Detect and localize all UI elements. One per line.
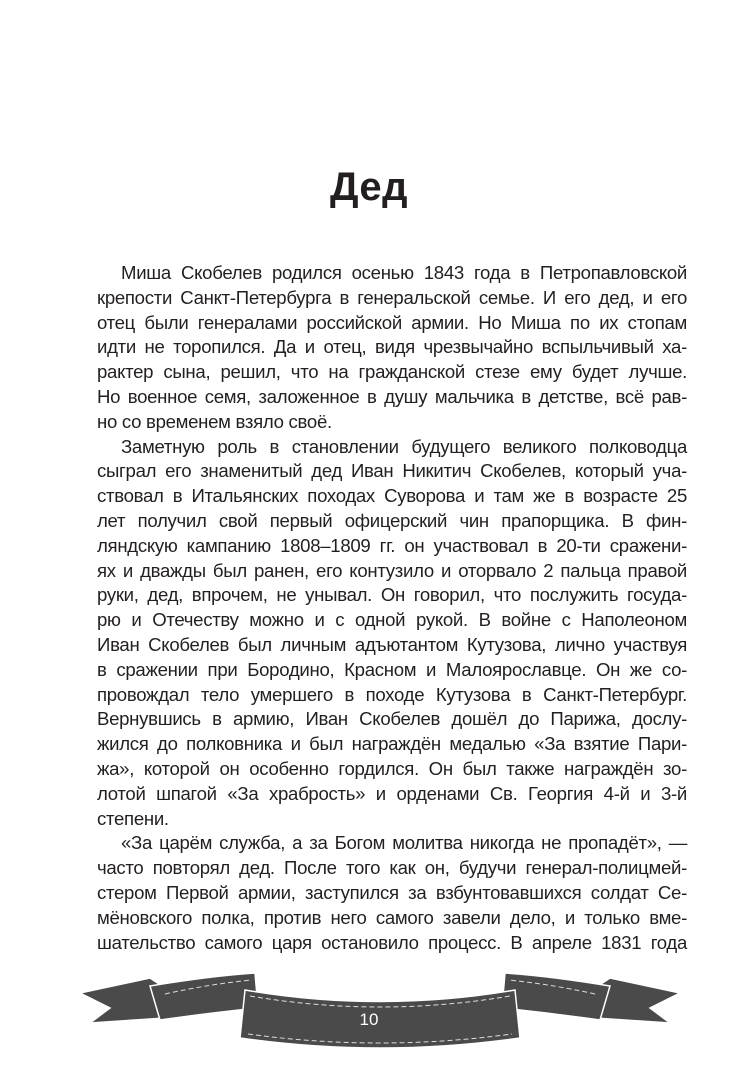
text-line: стером Первой армии, заступился за взбунтовавшихся солдат Се- (97, 881, 687, 903)
text-line: Но военное семя, заложенное в душу мальчика в детстве, всё рав- (97, 385, 687, 407)
text-line: сыграл его знаменитый дед Иван Никитич Скобелев, который уча- (97, 460, 687, 482)
text-line: шательство самого царя остановило процесс. В апреле 1831 года (97, 931, 687, 953)
text-line: но со временем взяло своё. (97, 410, 332, 432)
text-line: в сражении при Бородино, Красном и Малоярославце. Он же со- (97, 658, 687, 680)
text-line: часто повторял дед. После того как он, будучи генерал-полицмей- (97, 857, 687, 879)
text-line: жился до полковника и был награждён медалью «За взятие Пари- (97, 733, 687, 755)
text-line: отец были генералами российской армии. Но Миша по их стопам (97, 311, 687, 333)
text-line: руки, дед, впрочем, не унывал. Он говорил, что послужить госуда- (97, 584, 687, 606)
body-text (97, 261, 687, 955)
text-line: крепости Санкт-Петербурга в генеральской семье. И его дед, и его (97, 286, 687, 308)
text-line: Миша Скобелев родился осенью 1843 года в Петропавловской (121, 262, 687, 283)
text-line: Заметную роль в становлении будущего великого полководца (121, 435, 687, 457)
text-line: «За царём служба, а за Богом молитва никогда не пропадёт», — (121, 832, 687, 854)
text-line: мёновского полка, против него самого завели дело, и только вме- (97, 906, 687, 928)
text-line: провождал тело умершего в походе Кутузова в Санкт-Петербург. (97, 683, 687, 705)
text-line: лотой шпагой «За храбрость» и орденами Св. Георгия 4-й и 3-й (97, 782, 687, 804)
text-line: ляндскую кампанию 1808–1809 гг. он участвовал в 20-ти сражени- (97, 534, 687, 556)
text-line: лет получил свой первый офицерский чин прапорщика. В фин- (97, 509, 687, 531)
text-line: степени. (97, 807, 169, 829)
text-line: жа», которой он особенно гордился. Он был также награждён зо- (97, 757, 687, 779)
chapter-title: Дед (329, 165, 409, 209)
page-number: 10 (359, 1010, 379, 1029)
text-line: Иван Скобелев был личным адъютантом Кутузова, лично участвуя (97, 633, 687, 655)
text-line: идти не торопился. Да и отец, видя чрезвычайно вспыльчивый ха- (97, 336, 687, 358)
text-line: ствовал в Итальянских походах Суворова и там же в возрасте 25 (97, 485, 687, 507)
text-line: Вернувшись в армию, Иван Скобелев дошёл до Парижа, дослу- (97, 708, 687, 730)
text-line: рактер сына, решил, что на гражданской стезе ему будет лучше. (97, 361, 687, 383)
text-line: ях и дважды был ранен, его контузило и оторвало 2 пальца правой (97, 559, 687, 581)
text-line: рю и Отечеству можно и с одной рукой. В войне с Наполеоном (97, 609, 687, 631)
